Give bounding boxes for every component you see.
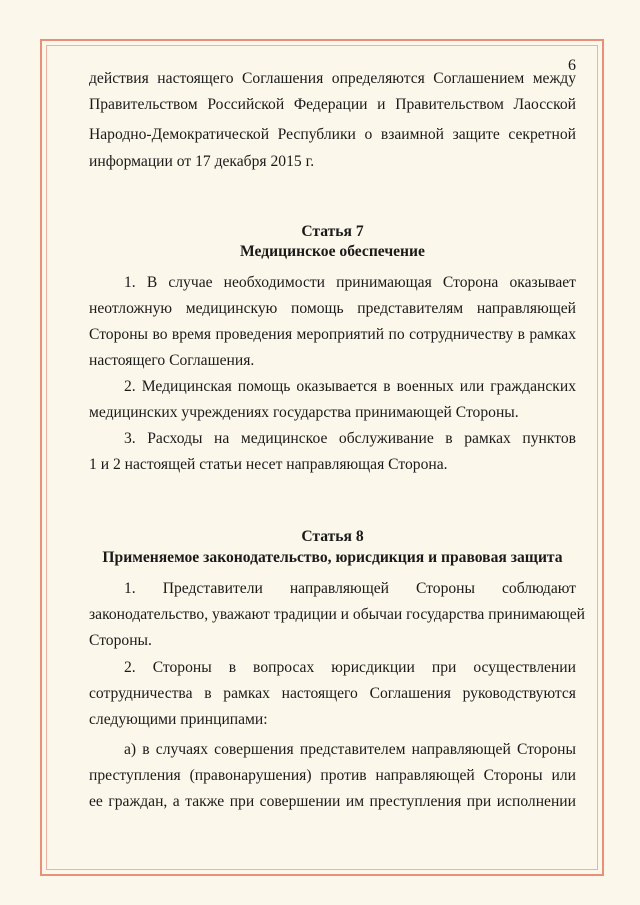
text-line: Стороны во время проведения мероприятий по сотрудничеству в рамках	[89, 326, 576, 343]
text-line: настоящего Соглашения.	[89, 352, 255, 369]
article-7-heading: Статья 7	[301, 223, 364, 240]
text-line: Правительством Российской Федерации и Правительством Лаосской	[89, 96, 576, 113]
text-line: законодательство, уважают традиции и обычаи государства принимающей	[89, 606, 586, 623]
text-line: 2. Стороны в вопросах юрисдикции при осуществлении	[124, 659, 576, 676]
text-line: преступления (правонарушения) против направляющей Стороны или	[89, 767, 576, 784]
article-7-title: Медицинское обеспечение	[240, 243, 425, 260]
text-line: 1 и 2 настоящей статьи несет направляющая Сторона.	[89, 456, 448, 473]
text-line: действия настоящего Соглашения определяются Соглашением между	[89, 70, 576, 87]
text-line: неотложную медицинскую помощь представителям направляющей	[89, 300, 576, 317]
page-number: 6	[568, 57, 576, 74]
text-line: а) в случаях совершения представителем направляющей Стороны	[124, 741, 576, 758]
text-line: информации от 17 декабря 2015 г.	[89, 153, 315, 170]
text-line: 1. В случае необходимости принимающая Сторона оказывает	[124, 274, 576, 291]
text-line: следующими принципами:	[89, 711, 268, 728]
text-line: 1. Представители направляющей Стороны соблюдают	[124, 580, 576, 597]
text-line: Народно-Демократической Республики о взаимной защите секретной	[89, 126, 576, 143]
text-line: медицинских учреждениях государства принимающей Стороны.	[89, 404, 519, 421]
text-line: Стороны.	[89, 632, 152, 649]
text-line: 2. Медицинская помощь оказывается в военных или гражданских	[124, 378, 576, 395]
text-line: 3. Расходы на медицинское обслуживание в рамках пунктов	[124, 430, 576, 447]
text-line: ее граждан, а также при совершении им преступления при исполнении	[89, 793, 576, 810]
article-8-heading: Статья 8	[301, 528, 364, 545]
article-8-title: Применяемое законодательство, юрисдикция и правовая защита	[102, 549, 563, 566]
text-line: сотрудничества в рамках настоящего Соглашения руководствуются	[89, 685, 576, 702]
